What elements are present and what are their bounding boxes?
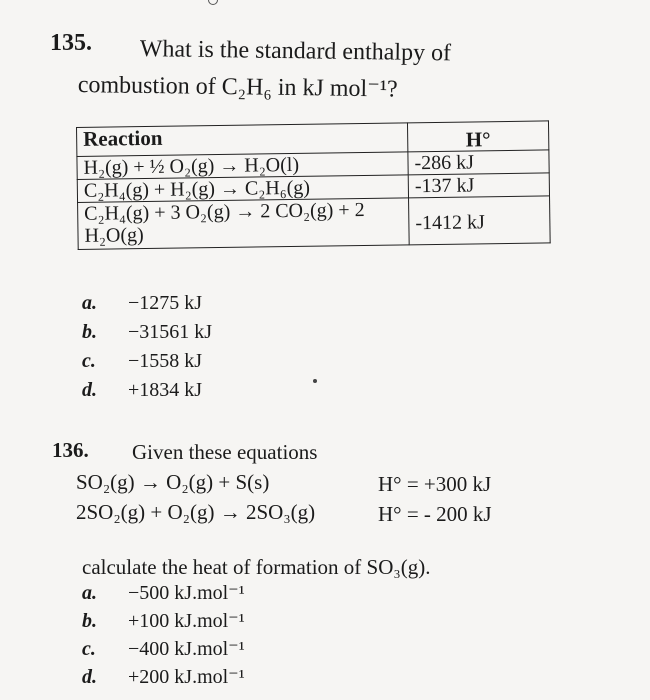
question-135-line1: What is the standard enthalpy of [139, 36, 452, 67]
equation-1-enthalpy: H° = +300 kJ [378, 472, 492, 496]
option-136-b [82, 608, 245, 633]
option-label: d. [82, 379, 97, 401]
option-136-d [82, 664, 245, 689]
option-label: a. [82, 292, 97, 314]
option-136-c [82, 636, 245, 661]
question-136-prompt: calculate the heat of formation of SO₃(g). [82, 555, 431, 579]
option-label: d. [82, 666, 97, 688]
equation-2: 2SO₂(g) + O₂(g) → 2SO₃(g) [76, 500, 316, 524]
option-135-d [82, 379, 202, 402]
option-text: −500 kJ.mol⁻¹ [128, 582, 245, 604]
reaction-cell: H₂(g) + ½ O₂(g) → H₂O(l) [77, 152, 408, 180]
option-136-a [82, 580, 245, 605]
option-text: +1834 kJ [128, 379, 203, 401]
header-reaction: Reaction [77, 123, 408, 157]
reaction-table-header [77, 121, 549, 157]
reaction-cell: C₂H₄(g) + 3 O₂(g) → 2 CO₂(g) + 2 H₂O(g) [78, 198, 410, 250]
option-135-b [82, 321, 212, 344]
option-text: +100 kJ.mol⁻¹ [128, 610, 245, 632]
option-text: −31561 kJ [128, 321, 213, 343]
table-row [78, 196, 551, 250]
option-text: −1558 kJ [128, 350, 203, 372]
reaction-cell: C₂H₄(g) + H₂(g) → C₂H₆(g) [77, 175, 408, 203]
option-text: −400 kJ.mol⁻¹ [128, 638, 245, 660]
question-135-number: 135. [50, 30, 92, 56]
question-135-line2: combustion of C₂H₆ in kJ mol⁻¹? [77, 71, 398, 103]
question-136-number: 136. [52, 438, 89, 462]
top-edge-mark [208, 0, 218, 5]
question-136-intro: Given these equations [132, 440, 318, 464]
option-label: c. [82, 638, 96, 660]
option-text: −1275 kJ [128, 292, 203, 314]
equation-2-enthalpy: H° = - 200 kJ [378, 502, 492, 526]
enthalpy-cell: -286 kJ [408, 150, 549, 175]
option-label: a. [82, 582, 97, 604]
enthalpy-cell: -137 kJ [408, 173, 549, 198]
option-label: c. [82, 350, 96, 372]
stray-dot [313, 379, 317, 383]
option-label: b. [82, 321, 97, 343]
option-135-c [82, 350, 202, 373]
option-text: +200 kJ.mol⁻¹ [128, 666, 245, 688]
equation-1: SO₂(g) → O₂(g) + S(s) [76, 470, 270, 494]
enthalpy-cell: -1412 kJ [409, 196, 551, 245]
option-135-a [82, 292, 202, 315]
header-enthalpy: H° [407, 121, 548, 152]
reaction-table [76, 120, 551, 250]
option-label: b. [82, 610, 97, 632]
